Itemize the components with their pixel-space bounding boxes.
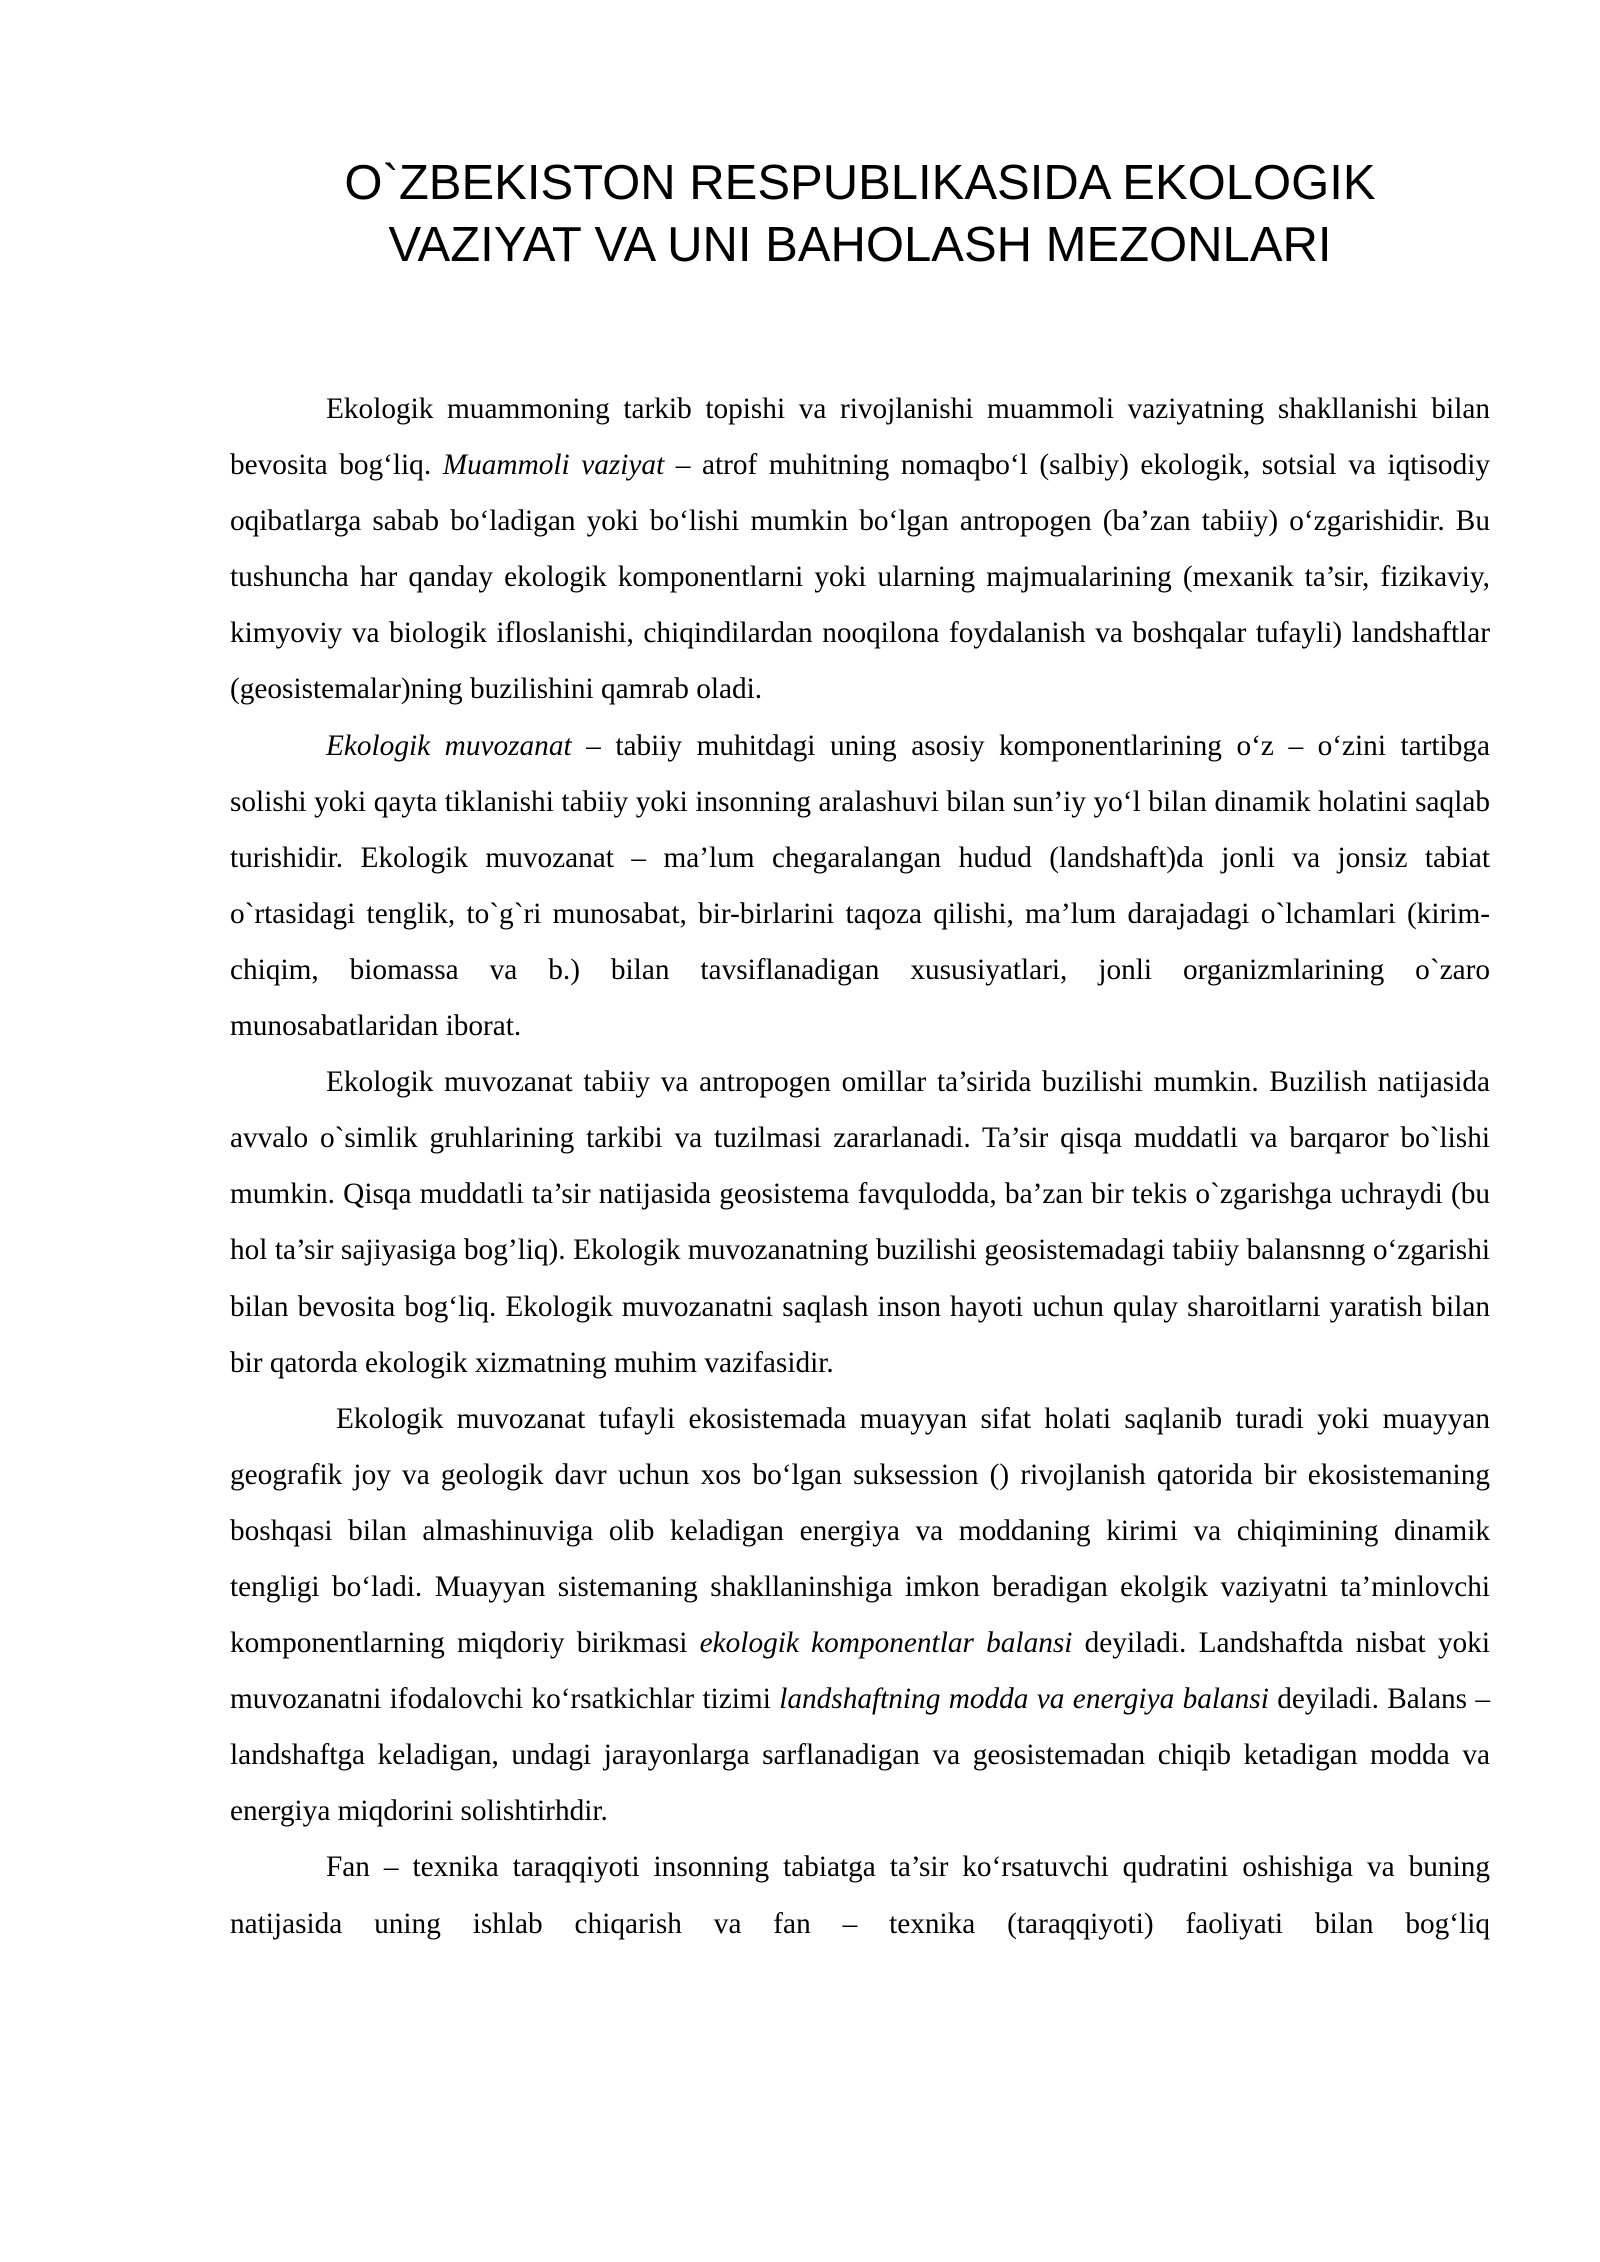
- paragraph-science-technology: [230, 1839, 1490, 1951]
- paragraph-text: Ekologik muvozanat tufayli ekosistemada muayyan sifat holati saqlanib turadi yoki muayyan geografik joy va geologik davr uchun xos bo‘lgan suksession () rivojlanish qatorida bir ekosistemaning boshqasi bilan almashinuviga olib keladigan energiya va moddaning kirimi va chiqimining dinamik tengligi bo‘ladi. Muayyan sistemaning shakllaninshiga imkon beradigan ekolgik vaziyatni ta’minlovchi komponentlarning miqdoriy birikmasi: [230, 1402, 1490, 1660]
- term-muammoli-vaziyat: Muammoli vaziyat: [442, 449, 665, 482]
- title-line-2: VAZIYAT VA UNI BAHOLASH MEZONLARI: [388, 218, 1332, 272]
- paragraph-text: Ekologik muammoning tarkib topishi va rivojlanishi muammoli vaziyatning shakllanishi bilan bevosita bog‘liq.: [230, 393, 1490, 482]
- paragraph-text: deyiladi. Landshaftda nisbat yoki muvozanatni ifodalovchi ko‘rsatkichlar tizimi: [230, 1627, 1490, 1716]
- document-body: [230, 381, 1490, 1952]
- term-ekologik-komponentlar-balansi: ekologik komponentlar balansi: [699, 1627, 1073, 1660]
- paragraph-ecological-balance: [230, 718, 1490, 1055]
- document-title: [230, 152, 1490, 276]
- term-ekologik-muvozanat: Ekologik muvozanat: [326, 729, 572, 762]
- paragraph-text: – atrof muhitning nomaqbo‘l (salbiy) ekologik, sotsial va iqtisodiy oqibatlarga sabab bo‘ladigan yoki bo‘lishi mumkin bo‘lgan antropogen (ba’zan tabiiy) o‘zgarishidir. Bu tushuncha har qanday ekologik komponentlarni yoki ularning majmualarining (mexanik ta’sir, fizikaviy, kimyoviy va biologik ifloslanishi, chiqindilardan nooqilona foydalanish va boshqalar tufayli) landshaftlar (geosistemalar)ning buzilishini qamrab oladi.: [230, 449, 1491, 706]
- title-line-1: O`ZBEKISTON RESPUBLIKASIDA EKOLOGIK: [344, 156, 1376, 210]
- paragraph-text: Ekologik muvozanat tabiiy va antropogen omillar ta’sirida buzilishi mumkin. Buzilish natijasida avvalo o`simlik gruhlarining tarkibi va tuzilmasi zararlanadi. Ta’sir qisqa muddatli va barqaror bo`lishi mumkin. Qisqa muddatli ta’sir natijasida geosistema favqulodda, ba’zan bir tekis o`zgarishga uchraydi (bu hol ta’sir sajiyasiga bog’liq). Ekologik muvozanatning buzilishi geosistemadagi tabiiy balansnng o‘zgarishi bilan bevosita bog‘liq. Ekologik muvozanatni saqlash inson hayoti uchun qulay sharoitlarni yaratish bilan bir qatorda ekologik xizmatning muhim vazifasidir.: [230, 1066, 1490, 1379]
- paragraph-text: deyiladi. Balans – landshaftga keladigan, undagi jarayonlarga sarflanadigan va geosistemadan chiqib ketadigan modda va energiya miqdorini solishtirhdir.: [230, 1683, 1490, 1828]
- paragraph-problem-situation: [230, 381, 1490, 718]
- paragraph-ecosystem-state: [230, 1391, 1490, 1840]
- paragraph-text: – tabiiy muhitdagi uning asosiy komponentlarining o‘z – o‘zini tartibga solishi yoki qayta tiklanishi tabiiy yoki insonning aralashuvi bilan sun’iy yo‘l bilan dinamik holatini saqlab turishidir. Ekologik muvozanat – ma’lum chegaralangan hudud (landshaft)da jonli va jonsiz tabiat o`rtasidagi tenglik, to`g`ri munosabat, bir-birlarini taqoza qilishi, ma’lum darajadagi o`lchamlari (kirim-chiqim, biomassa va b.) bilan tavsiflanadigan xususiyatlari, jonli organizmlarining o`zaro munosabatlaridan iborat.: [230, 729, 1490, 1043]
- paragraph-balance-disruption: [230, 1054, 1490, 1391]
- term-landshaft-balansi: landshaftning modda va energiya balansi: [779, 1683, 1269, 1716]
- paragraph-text: Fan – texnika taraqqiyoti insonning tabiatga ta’sir ko‘rsatuvchi qudratini oshishiga va buning natijasida uning ishlab chiqarish va fan – texnika (taraqqiyoti) faoliyati bilan bog‘liq: [230, 1851, 1490, 1940]
